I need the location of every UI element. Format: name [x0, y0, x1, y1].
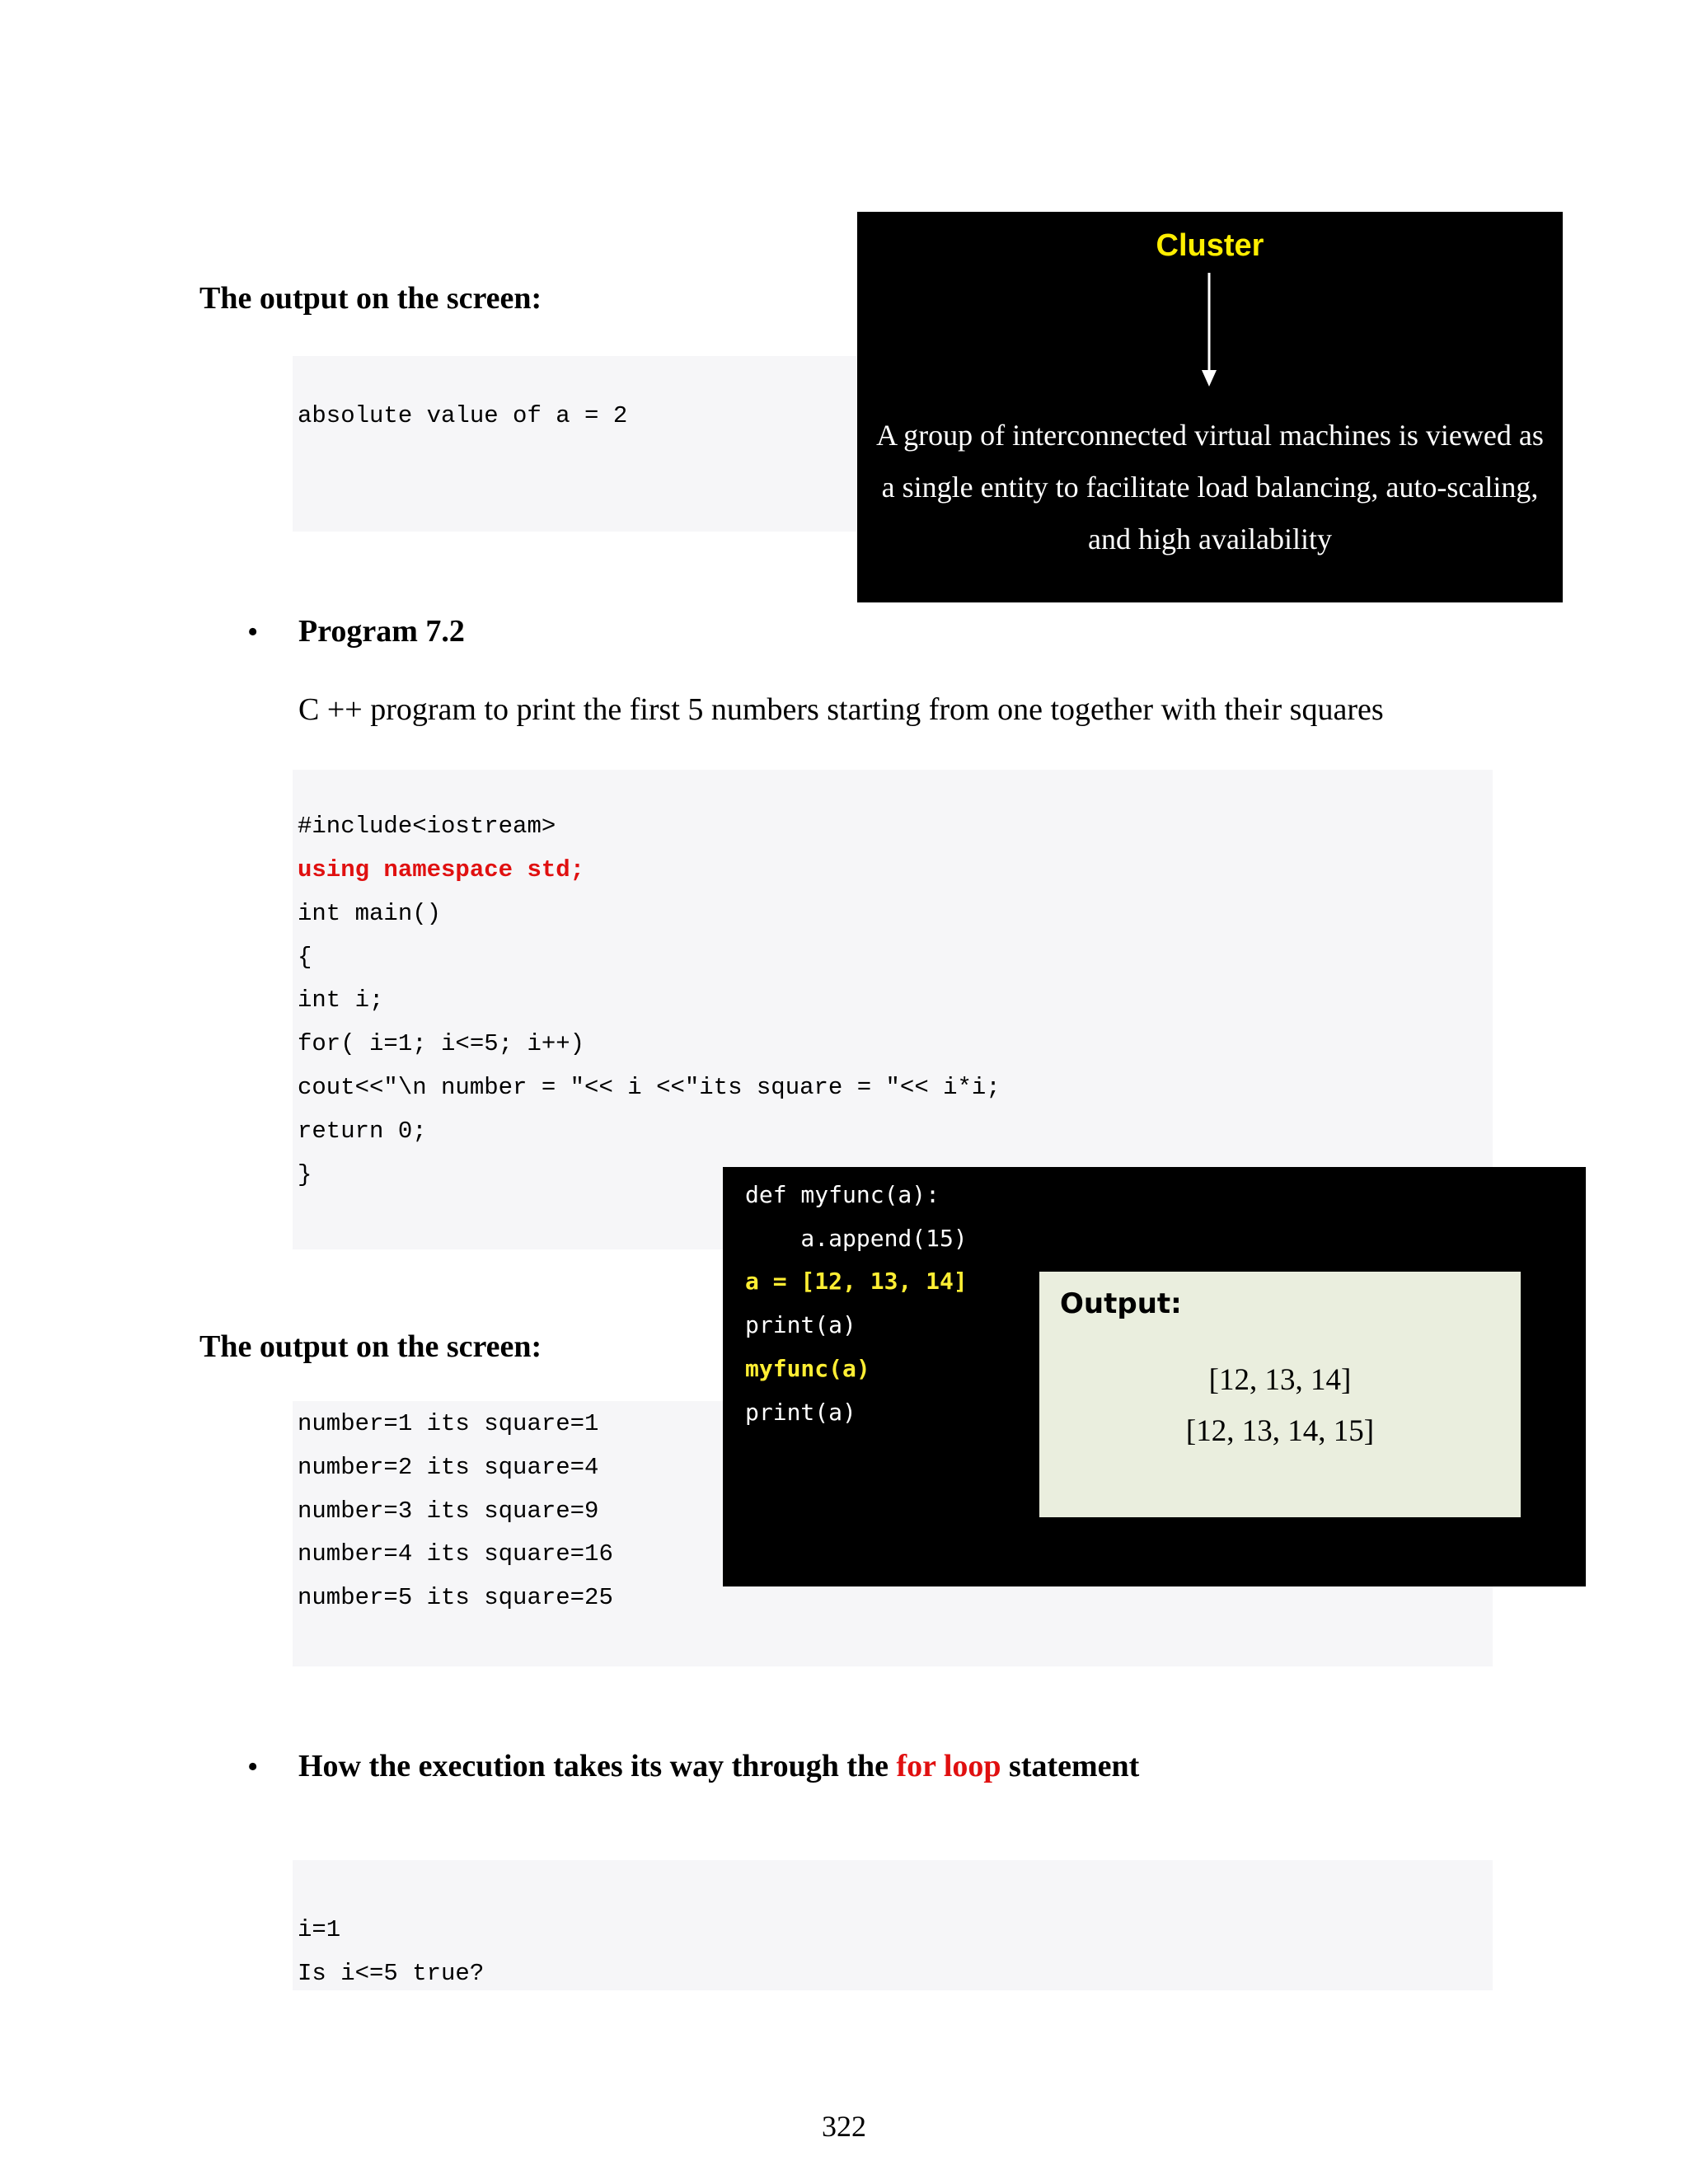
bullet-icon: • [247, 615, 259, 649]
code-line: { [298, 944, 312, 971]
cluster-description: A group of interconnected virtual machines is viewed as a single entity to facilitate load balancing, auto-scaling, and high availability [876, 419, 1544, 555]
code-line: Is i<=5 true? [298, 1960, 485, 1987]
code-line: for( i=1; i<=5; i++) [298, 1030, 585, 1057]
code-line: int main() [298, 900, 442, 927]
output-result-line: [12, 13, 14] [1208, 1363, 1352, 1397]
output-result-line: [12, 13, 14, 15] [1185, 1414, 1375, 1448]
output-line: number=1 its square=1 [298, 1410, 599, 1437]
program-description: C ++ program to print the first 5 numbers starting from one together with their squares [298, 692, 1384, 727]
output-line: number=4 its square=16 [298, 1540, 613, 1568]
output-line: number=2 its square=4 [298, 1454, 599, 1481]
bullet-icon: • [247, 1750, 259, 1784]
execution-code-block [293, 1860, 1493, 1990]
code-line-keyword: using namespace std; [298, 856, 585, 883]
down-arrow-icon [1193, 273, 1226, 388]
python-code-line: a.append(15) [745, 1225, 968, 1252]
code-line: #include<iostream> [298, 813, 556, 840]
python-code-line-highlight: myfunc(a) [745, 1355, 870, 1382]
output-line: number=5 its square=25 [298, 1584, 613, 1611]
code-line: cout<<"\n number = "<< i <<"its square = "<< i*i; [298, 1074, 1001, 1101]
python-code-line-highlight: a = [12, 13, 14] [745, 1268, 968, 1295]
code-line: return 0; [298, 1118, 427, 1145]
code-line: i=1 [298, 1916, 341, 1943]
code-line: int i; [298, 987, 384, 1014]
python-code-line: print(a) [745, 1399, 856, 1426]
python-code-line: print(a) [745, 1311, 856, 1338]
output-heading-2: The output on the screen: [199, 1329, 542, 1364]
python-example-callout [723, 1167, 1586, 1586]
code-line: } [298, 1161, 312, 1188]
python-code-line: def myfunc(a): [745, 1181, 940, 1208]
output-heading-1: The output on the screen: [199, 281, 542, 316]
output-line: number=3 its square=9 [298, 1497, 599, 1525]
output-label: Output: [1060, 1287, 1182, 1320]
execution-heading-text: statement [1001, 1749, 1140, 1783]
program-title: Program 7.2 [298, 614, 465, 649]
output-line: absolute value of a = 2 [298, 402, 628, 429]
cluster-callout [857, 212, 1563, 602]
cluster-title: Cluster [1156, 228, 1264, 263]
execution-heading [298, 1750, 1139, 1782]
execution-heading-text: How the execution takes its way through the [298, 1749, 897, 1783]
page-number: 322 [822, 2110, 866, 2143]
for-loop-highlight: for loop [896, 1749, 1001, 1783]
output-panel [1039, 1272, 1521, 1517]
